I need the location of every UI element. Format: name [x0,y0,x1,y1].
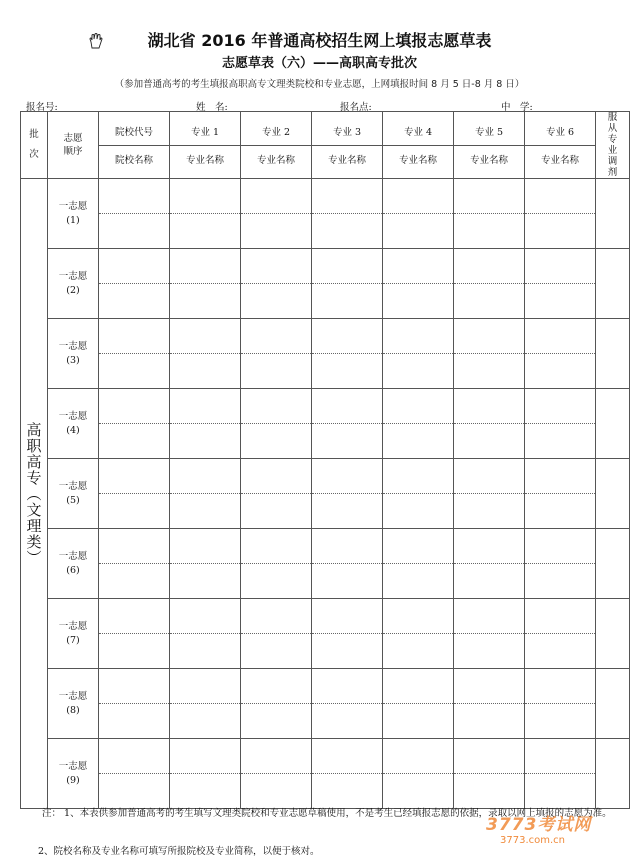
watermark-logo: 3773考试网 [486,815,592,835]
note-1: 注： 1、本表供参加普通高考的考生填写文理类院校和专业志愿草稿使用，不是考生已经填报志愿的依据，录取以网上填报的志愿为准。 [42,808,612,819]
major-entry-cell[interactable] [170,459,241,529]
major-entry-cell[interactable] [170,599,241,669]
major-entry-cell[interactable] [170,529,241,599]
major-entry-cell[interactable] [525,529,596,599]
school-entry-cell[interactable] [99,669,170,739]
major-entry-cell[interactable] [312,249,383,319]
major-entry-cell[interactable] [170,179,241,249]
school-entry-cell[interactable] [99,249,170,319]
major-header-6: 专业 6 专业名称 [525,112,596,179]
major-entry-cell[interactable] [241,179,312,249]
volunteer-order-cell: 一志愿 (2) [48,249,99,319]
major-header-2: 专业 2 专业名称 [241,112,312,179]
obey-adjustment-cell[interactable] [596,179,630,249]
major-entry-cell[interactable] [454,669,525,739]
major-entry-cell[interactable] [454,249,525,319]
major-entry-cell[interactable] [312,459,383,529]
volunteer-order-cell: 一志愿 (9) [48,739,99,809]
major-entry-cell[interactable] [383,249,454,319]
major-entry-cell[interactable] [454,739,525,809]
batch-cell: 高职高专（文理类） [21,179,48,809]
major-entry-cell[interactable] [241,389,312,459]
major-entry-cell[interactable] [525,459,596,529]
major-entry-cell[interactable] [241,529,312,599]
school-entry-cell[interactable] [99,599,170,669]
major-entry-cell[interactable] [312,179,383,249]
order-header: 志愿顺序 [48,112,99,179]
major-entry-cell[interactable] [170,389,241,459]
school-entry-cell[interactable] [99,459,170,529]
major-header-4: 专业 4 专业名称 [383,112,454,179]
major-entry-cell[interactable] [383,529,454,599]
major-entry-cell[interactable] [170,319,241,389]
major-entry-cell[interactable] [454,599,525,669]
table-row [21,319,630,389]
obey-adjustment-cell[interactable] [596,389,630,459]
school-entry-cell[interactable] [99,319,170,389]
major-entry-cell[interactable] [525,669,596,739]
obey-adjustment-cell[interactable] [596,319,630,389]
major-entry-cell[interactable] [241,319,312,389]
table-row [21,179,630,249]
obey-adjustment-cell[interactable] [596,249,630,319]
major-entry-cell[interactable] [454,319,525,389]
major-entry-cell[interactable] [454,389,525,459]
major-entry-cell[interactable] [525,249,596,319]
form-title: 湖北省 2016 年普通高校招生网上填报志愿草表 [147,31,492,50]
major-entry-cell[interactable] [383,179,454,249]
volunteer-order-cell: 一志愿 (6) [48,529,99,599]
watermark-url: 3773.com.cn [500,835,565,846]
major-header-5: 专业 5 专业名称 [454,112,525,179]
table-row [21,249,630,319]
obey-adjustment-cell[interactable] [596,739,630,809]
major-entry-cell[interactable] [312,669,383,739]
obey-adjustment-cell[interactable] [596,459,630,529]
registration-site-label: 报名点: [340,102,372,113]
major-entry-cell[interactable] [312,319,383,389]
major-entry-cell[interactable] [525,389,596,459]
volunteer-table [20,111,630,809]
obey-adjustment-cell[interactable] [596,669,630,739]
batch-header: 批次 [21,112,48,179]
school-label: 中 学: [501,102,533,113]
major-header-3: 专业 3 专业名称 [312,112,383,179]
school-entry-cell[interactable] [99,389,170,459]
volunteer-order-cell: 一志愿 (1) [48,179,99,249]
exam-number-label: 报名号: [26,102,58,113]
table-row [21,529,630,599]
major-entry-cell[interactable] [383,389,454,459]
school-entry-cell[interactable] [99,529,170,599]
obey-adjustment-cell[interactable] [596,529,630,599]
form-subtitle: 志愿草表（六）——高职高专批次 [221,56,417,71]
major-entry-cell[interactable] [170,669,241,739]
major-entry-cell[interactable] [241,669,312,739]
major-entry-cell[interactable] [383,669,454,739]
table-row [21,669,630,739]
major-entry-cell[interactable] [312,529,383,599]
obey-adjustment-header: 服从专业调剂 [596,112,630,179]
major-entry-cell[interactable] [383,599,454,669]
major-entry-cell[interactable] [454,179,525,249]
major-entry-cell[interactable] [525,319,596,389]
volunteer-order-cell: 一志愿 (4) [48,389,99,459]
major-entry-cell[interactable] [454,529,525,599]
table-row [21,599,630,669]
major-entry-cell[interactable] [383,319,454,389]
major-entry-cell[interactable] [525,739,596,809]
volunteer-order-cell: 一志愿 (5) [48,459,99,529]
major-entry-cell[interactable] [383,459,454,529]
volunteer-order-cell: 一志愿 (7) [48,599,99,669]
major-entry-cell[interactable] [241,459,312,529]
major-entry-cell[interactable] [383,739,454,809]
table-row [21,739,630,809]
major-entry-cell[interactable] [241,599,312,669]
major-entry-cell[interactable] [454,459,525,529]
major-entry-cell[interactable] [241,249,312,319]
volunteer-order-cell: 一志愿 (3) [48,319,99,389]
volunteer-order-cell: 一志愿 (8) [48,669,99,739]
school-code-header: 院校代号 院校名称 [99,112,170,179]
table-row [21,459,630,529]
note-2: 2、院校名称及专业名称可填写所报院校及专业简称，以便于核对。 [38,846,320,857]
major-entry-cell[interactable] [312,389,383,459]
major-header-1: 专业 1 专业名称 [170,112,241,179]
major-entry-cell[interactable] [312,599,383,669]
obey-adjustment-cell[interactable] [596,599,630,669]
major-entry-cell[interactable] [170,739,241,809]
name-label: 姓 名: [196,102,228,113]
school-entry-cell[interactable] [99,739,170,809]
major-entry-cell[interactable] [241,739,312,809]
major-entry-cell[interactable] [312,739,383,809]
major-entry-cell[interactable] [525,599,596,669]
form-instruction: （参加普通高考的考生填报高职高专文理类院校和专业志愿，上网填报时间 8 月 5 日-8 月 8 日） [114,79,525,90]
table-header-row [21,112,630,179]
major-entry-cell[interactable] [525,179,596,249]
school-entry-cell[interactable] [99,179,170,249]
major-entry-cell[interactable] [170,249,241,319]
table-row [21,389,630,459]
